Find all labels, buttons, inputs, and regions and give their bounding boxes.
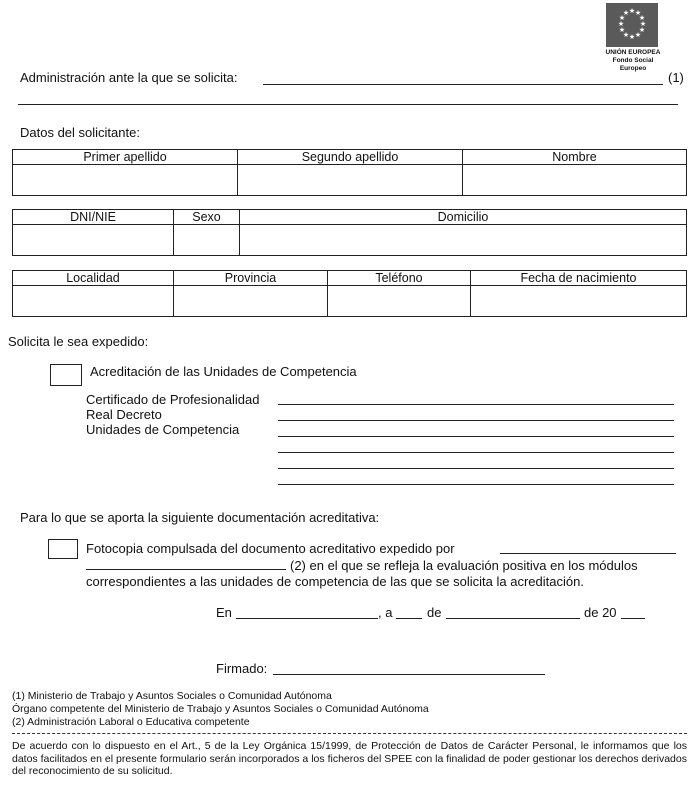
real-decreto-label: Real Decreto xyxy=(86,407,162,422)
svg-text:★: ★ xyxy=(634,31,642,39)
col-sexo: Sexo xyxy=(174,210,240,225)
unidades-field-3[interactable] xyxy=(278,456,674,469)
unidades-field-1[interactable] xyxy=(278,424,674,437)
col-localidad: Localidad xyxy=(13,271,174,286)
certificado-label: Certificado de Profesionalidad xyxy=(86,392,260,407)
unidades-field-4[interactable] xyxy=(278,472,674,485)
acreditacion-checkbox[interactable] xyxy=(50,364,82,386)
admin-label: Administración ante la que se solicita: xyxy=(20,70,238,85)
sexo-field[interactable] xyxy=(174,225,240,256)
acreditacion-label: Acreditación de las Unidades de Competencia xyxy=(90,364,357,379)
doc-line1: Fotocopia compulsada del documento acreditativo expedido por xyxy=(86,541,455,556)
firma-field[interactable] xyxy=(273,661,545,675)
solicitante-title: Datos del solicitante: xyxy=(20,125,140,140)
fecha-de-label: de xyxy=(427,605,442,620)
solicita-field-labels xyxy=(86,392,259,437)
doc-line3: correspondientes a las unidades de competencia de las que se solicita la acreditación. xyxy=(86,574,584,589)
unidades-label: Unidades de Competencia xyxy=(86,422,240,437)
solicita-title: Solicita le sea expedido: xyxy=(8,334,149,349)
fecha-mes-field[interactable] xyxy=(446,605,580,619)
fecha-en-label: En xyxy=(216,605,232,620)
localidad-field[interactable] xyxy=(13,286,174,317)
col-segundo-apellido: Segundo apellido xyxy=(238,150,463,165)
col-nombre: Nombre xyxy=(463,150,687,165)
fecha-nacimiento-field[interactable] xyxy=(471,286,687,317)
svg-text:★: ★ xyxy=(638,26,646,34)
col-primer-apellido: Primer apellido xyxy=(13,150,238,165)
eu-brand-line1: UNIÓN EUROPEA xyxy=(605,49,661,56)
unidades-field-2[interactable] xyxy=(278,440,674,453)
firmado-label: Firmado: xyxy=(216,661,268,676)
col-telefono: Teléfono xyxy=(328,271,471,286)
provincia-field[interactable] xyxy=(174,286,328,317)
svg-text:★: ★ xyxy=(622,31,630,39)
header-divider xyxy=(18,104,678,105)
svg-text:★: ★ xyxy=(639,20,647,28)
svg-text:★: ★ xyxy=(617,20,625,28)
expedido-por-field-2[interactable] xyxy=(86,557,286,570)
svg-text:★: ★ xyxy=(618,14,626,22)
col-provincia: Provincia xyxy=(174,271,328,286)
col-domicilio: Domicilio xyxy=(240,210,687,225)
doc-line2: (2) en el que se refleja la evaluación positiva en los módulos xyxy=(290,558,638,573)
dni-field[interactable] xyxy=(13,225,174,256)
eu-brand-line2: Fondo Social Europeo xyxy=(612,57,654,72)
name-table xyxy=(12,149,687,196)
eu-flag-logo xyxy=(606,3,658,47)
footnote-1: (1) Ministerio de Trabajo y Asuntos Sociales o Comunidad Autónoma xyxy=(12,690,332,702)
telefono-field[interactable] xyxy=(328,286,471,317)
fecha-de20-label: de 20 xyxy=(584,605,617,620)
admin-ref: (1) xyxy=(668,70,684,85)
segundo-apellido-field[interactable] xyxy=(238,165,463,196)
svg-text:★: ★ xyxy=(638,14,646,22)
svg-text:★: ★ xyxy=(618,26,626,34)
location-table xyxy=(12,270,687,317)
svg-text:★: ★ xyxy=(622,9,630,17)
documentacion-title: Para lo que se aporta la siguiente documentación acreditativa: xyxy=(20,510,380,525)
certificado-field[interactable] xyxy=(278,392,674,405)
admin-field[interactable] xyxy=(263,70,663,85)
expedido-por-field[interactable] xyxy=(500,541,676,554)
svg-text:★: ★ xyxy=(628,33,636,41)
nombre-field[interactable] xyxy=(463,165,687,196)
primer-apellido-field[interactable] xyxy=(13,165,238,196)
col-fecha-nacimiento: Fecha de nacimiento xyxy=(471,271,687,286)
col-dni: DNI/NIE xyxy=(13,210,174,225)
fecha-a-label: , a xyxy=(378,605,393,620)
domicilio-field[interactable] xyxy=(240,225,687,256)
eu-stars-icon xyxy=(606,3,658,47)
footnote-2: (2) Administración Laboral o Educativa competente xyxy=(12,716,250,728)
id-table xyxy=(12,209,687,256)
fecha-anio-field[interactable] xyxy=(621,605,645,619)
svg-text:★: ★ xyxy=(628,7,636,15)
privacy-notice: De acuerdo con lo dispuesto en el Art., 5 de la Ley Orgánica 15/1999, de Protección de Datos de Carácter Personal, le informamos que los datos facilitados en el presente formulario serán incorporados a los ficheros del SPEE con la finalidad de poder gestionar los derechos derivados del reconocimiento de su solicitud. xyxy=(12,740,687,777)
real-decreto-field[interactable] xyxy=(278,408,674,421)
fotocopia-checkbox[interactable] xyxy=(48,539,78,559)
notes-divider xyxy=(12,733,687,734)
footnote-1b: Órgano competente del Ministerio de Trabajo y Asuntos Sociales o Comunidad Autónoma xyxy=(12,703,429,715)
fecha-dia-field[interactable] xyxy=(396,605,422,619)
footnotes xyxy=(12,690,429,729)
fecha-lugar-field[interactable] xyxy=(236,605,378,619)
svg-text:★: ★ xyxy=(634,9,642,17)
